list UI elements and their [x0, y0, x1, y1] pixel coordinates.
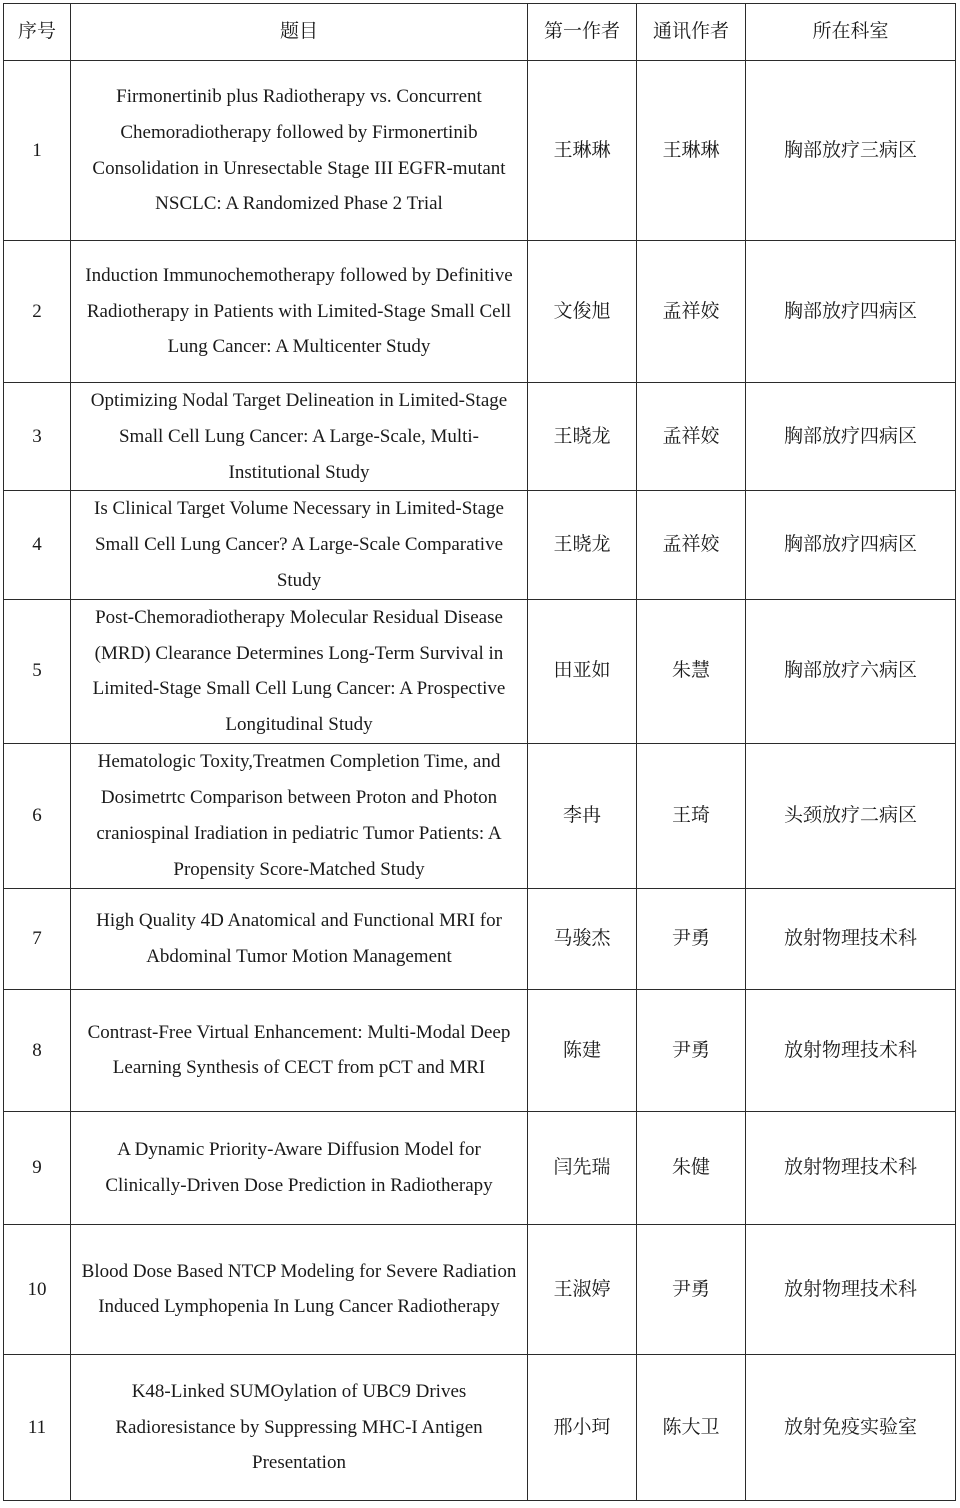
- row-title: Post-Chemoradiotherapy Molecular Residual Disease (MRD) Clearance Determines Long-Term Survival in Limited-Stage Small Cell Lung Cancer: A Prospective Longitudinal Study: [71, 599, 528, 743]
- row-title: Is Clinical Target Volume Necessary in Limited-Stage Small Cell Lung Cancer? A Large-Scale Comparative Study: [71, 491, 528, 599]
- header-index: 序号: [4, 4, 71, 61]
- table-row: [4, 241, 956, 383]
- header-row: [4, 4, 956, 61]
- row-index: 9: [4, 1111, 71, 1224]
- row-corresponding-author: 王琳琳: [637, 61, 746, 241]
- header-first-author: 第一作者: [528, 4, 637, 61]
- table-row: [4, 599, 956, 743]
- row-corresponding-author: 尹勇: [637, 888, 746, 989]
- table-row: [4, 491, 956, 599]
- row-department: 胸部放疗三病区: [746, 61, 956, 241]
- row-first-author: 邢小珂: [528, 1354, 637, 1500]
- row-first-author: 王淑婷: [528, 1224, 637, 1354]
- row-first-author: 陈建: [528, 989, 637, 1111]
- table-row: [4, 743, 956, 888]
- row-title: Optimizing Nodal Target Delineation in Limited-Stage Small Cell Lung Cancer: A Large-Scale, Multi-Institutional Study: [71, 383, 528, 491]
- row-first-author: 王晓龙: [528, 383, 637, 491]
- row-corresponding-author: 孟祥姣: [637, 383, 746, 491]
- row-index: 2: [4, 241, 71, 383]
- row-first-author: 王琳琳: [528, 61, 637, 241]
- row-first-author: 马骏杰: [528, 888, 637, 989]
- row-department: 胸部放疗四病区: [746, 491, 956, 599]
- row-title: Induction Immunochemotherapy followed by Definitive Radiotherapy in Patients with Limited-Stage Small Cell Lung Cancer: A Multicenter Study: [71, 241, 528, 383]
- table-row: [4, 1224, 956, 1354]
- header-title: 题目: [71, 4, 528, 61]
- row-corresponding-author: 王琦: [637, 743, 746, 888]
- row-index: 1: [4, 61, 71, 241]
- row-department: 胸部放疗四病区: [746, 383, 956, 491]
- row-index: 10: [4, 1224, 71, 1354]
- row-title: Contrast-Free Virtual Enhancement: Multi-Modal Deep Learning Synthesis of CECT from pCT and MRI: [71, 989, 528, 1111]
- row-corresponding-author: 尹勇: [637, 989, 746, 1111]
- row-first-author: 闫先瑞: [528, 1111, 637, 1224]
- row-index: 5: [4, 599, 71, 743]
- row-first-author: 田亚如: [528, 599, 637, 743]
- row-department: 放射物理技术科: [746, 1224, 956, 1354]
- row-index: 8: [4, 989, 71, 1111]
- table-row: [4, 1354, 956, 1500]
- row-first-author: 王晓龙: [528, 491, 637, 599]
- table-row: [4, 989, 956, 1111]
- row-title: High Quality 4D Anatomical and Functional MRI for Abdominal Tumor Motion Management: [71, 888, 528, 989]
- row-first-author: 文俊旭: [528, 241, 637, 383]
- header-corresponding-author: 通讯作者: [637, 4, 746, 61]
- row-title: Hematologic Toxity,Treatmen Completion Time, and Dosimetrtc Comparison between Proton and Photon craniospinal Iradiation in pediatric Tumor Patients: A Propensity Score-Matched Study: [71, 743, 528, 888]
- header-department: 所在科室: [746, 4, 956, 61]
- row-department: 胸部放疗六病区: [746, 599, 956, 743]
- table-row: [4, 61, 956, 241]
- row-department: 放射物理技术科: [746, 989, 956, 1111]
- row-index: 4: [4, 491, 71, 599]
- row-corresponding-author: 朱慧: [637, 599, 746, 743]
- table-row: [4, 1111, 956, 1224]
- row-index: 7: [4, 888, 71, 989]
- row-department: 放射物理技术科: [746, 1111, 956, 1224]
- row-department: 放射免疫实验室: [746, 1354, 956, 1500]
- row-corresponding-author: 尹勇: [637, 1224, 746, 1354]
- row-title: Firmonertinib plus Radiotherapy vs. Concurrent Chemoradiotherapy followed by Firmonertinib Consolidation in Unresectable Stage III EGFR-mutant NSCLC: A Randomized Phase 2 Trial: [71, 61, 528, 241]
- row-corresponding-author: 孟祥姣: [637, 241, 746, 383]
- row-department: 头颈放疗二病区: [746, 743, 956, 888]
- row-corresponding-author: 孟祥姣: [637, 491, 746, 599]
- row-title: Blood Dose Based NTCP Modeling for Severe Radiation Induced Lymphopenia In Lung Cancer Radiotherapy: [71, 1224, 528, 1354]
- row-department: 放射物理技术科: [746, 888, 956, 989]
- row-first-author: 李冉: [528, 743, 637, 888]
- row-corresponding-author: 陈大卫: [637, 1354, 746, 1500]
- row-title: K48-Linked SUMOylation of UBC9 Drives Radioresistance by Suppressing MHC-I Antigen Presentation: [71, 1354, 528, 1500]
- table-row: [4, 888, 956, 989]
- row-title: A Dynamic Priority-Aware Diffusion Model for Clinically-Driven Dose Prediction in Radiotherapy: [71, 1111, 528, 1224]
- row-index: 11: [4, 1354, 71, 1500]
- row-corresponding-author: 朱健: [637, 1111, 746, 1224]
- row-index: 3: [4, 383, 71, 491]
- row-index: 6: [4, 743, 71, 888]
- papers-table: [3, 3, 956, 1501]
- table-row: [4, 383, 956, 491]
- row-department: 胸部放疗四病区: [746, 241, 956, 383]
